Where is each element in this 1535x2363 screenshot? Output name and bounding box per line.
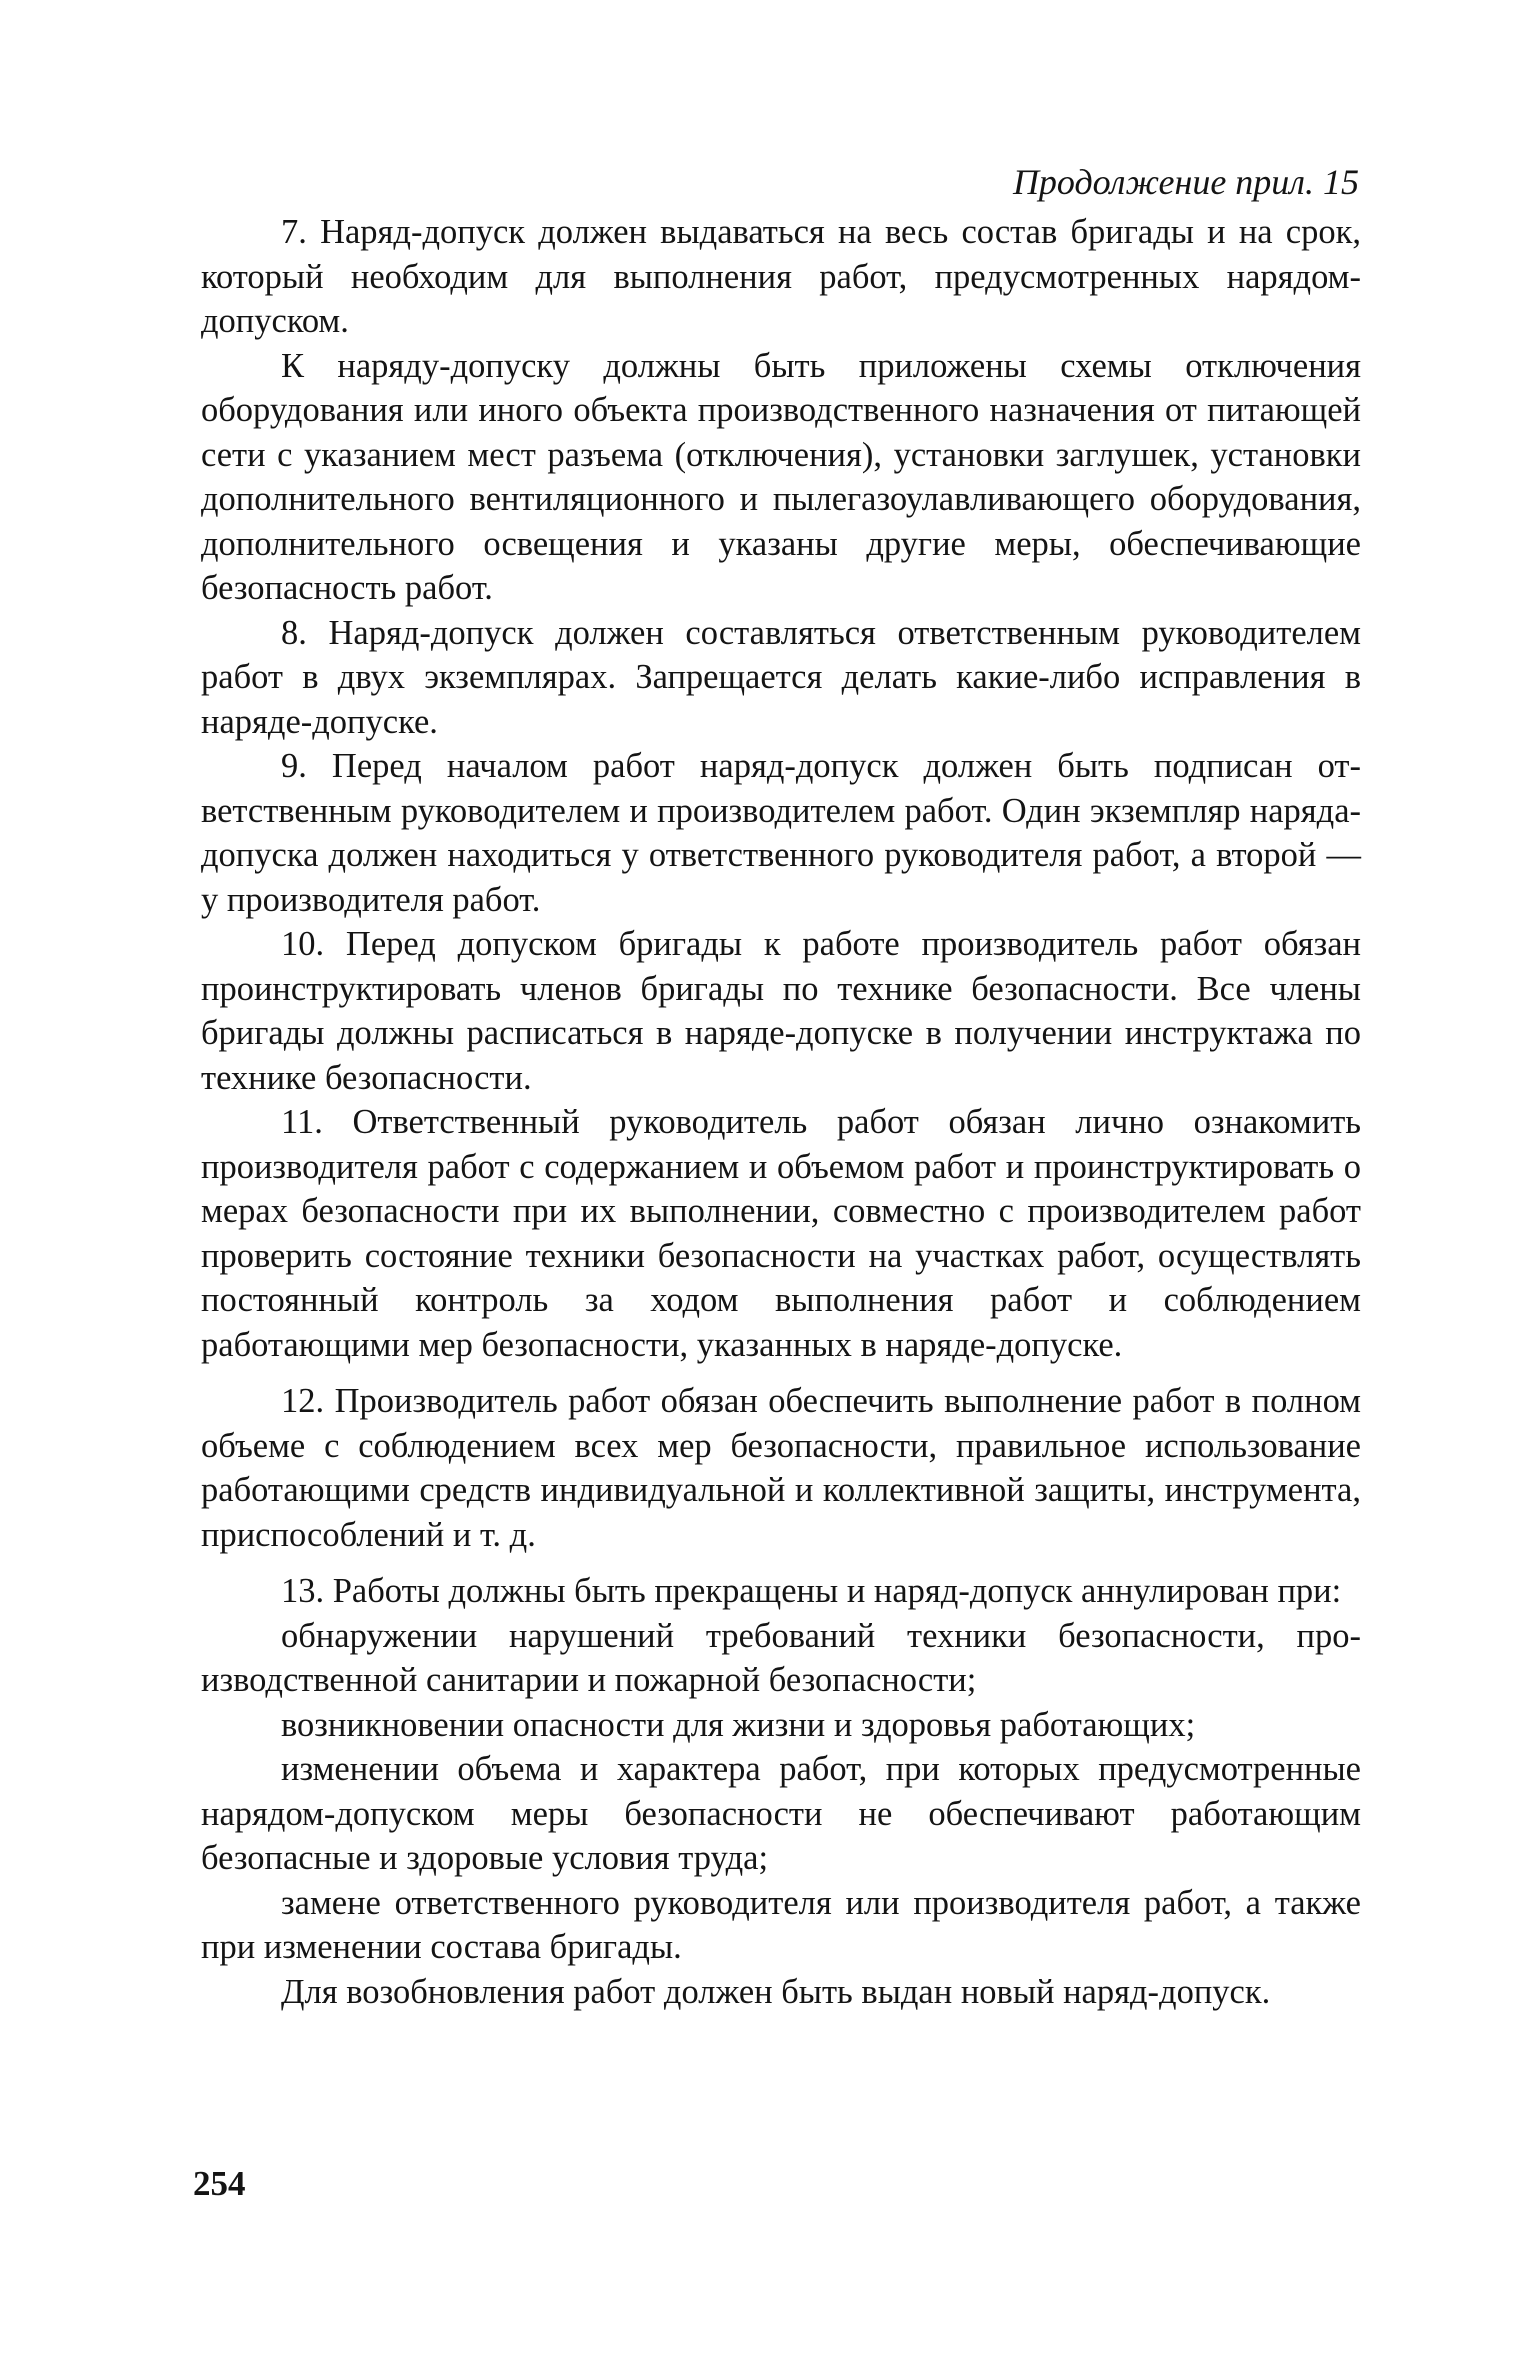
paragraph-resumption: Для возобновления работ должен быть выдан новый наряд-допуск. bbox=[281, 1972, 1271, 2011]
page-number: 254 bbox=[193, 2164, 246, 2203]
list-item-danger: возникновении опасности для жизни и здоровья работающих; bbox=[281, 1705, 1196, 1744]
list-item-violations: обнаружении нарушений требований техники безопасности, производственной санитарии и пожарной безопасности; bbox=[201, 1616, 1361, 1699]
running-head: Продолжение прил. 15 bbox=[1012, 162, 1359, 202]
list-item-scope-change: изменении объема и характера работ, при которых предусмотренные нарядом-допуском меры безопасности не обеспечивают работающим безопасные и здоровые условия труда; bbox=[201, 1750, 1361, 1877]
paragraph-11: 11. Ответственный руководитель работ обязан лично ознакомить производителя работ с содержанием и объемом работ и проинструктировать о мерах безопасности при их выполнении, совместно с производителем работ проверить состояние техники безопасности на участках работ, осуществлять постоянный контроль за ходом выполнения работ и соблюдением работающими мер безопасности, указанных в наряде-допуске. bbox=[201, 1103, 1361, 1364]
paragraph-7: 7. Наряд-допуск должен выдаваться на весь состав бригады и на срок, который необходим для выполнения работ, предусмотренных нарядом-допуском. bbox=[201, 213, 1361, 340]
paragraph-13: 13. Работы должны быть прекращены и наряд-допуск аннулирован при: bbox=[281, 1572, 1342, 1610]
paragraph-7-attachments: К наряду-допуску должны быть приложены схемы отключения оборудования или иного объекта производственного назначения от питающей сети с указанием мест разъема (отключения), установки заглушек, установки дополнительного вентиляционного и пылегазоулавливающего оборудования, дополнительного освещения и указаны другие меры, обеспечивающие безопасность работ. bbox=[201, 346, 1361, 607]
paragraph-10: 10. Перед допуском бригады к работе производитель работ обязан проинструктировать членов бригады по технике безопасности. Все члены бригады должны расписаться в наряде-допуске в получении инструктажа по технике безопасности. bbox=[201, 925, 1361, 1097]
document-page bbox=[201, 160, 1361, 2014]
paragraph-9: 9. Перед началом работ наряд-допуск должен быть подписан ответственным руководителем и производителем работ. Один экземпляр наряда-допуска должен находиться у ответственного руководителя работ, а второй — у производителя работ. bbox=[201, 747, 1361, 919]
paragraph-12: 12. Производитель работ обязан обеспечить выполнение работ в полном объеме с соблюдением всех мер безопасности, правильное использование работающими средств индивидуальной и коллективной защиты, инструмента, приспособлений и т. д. bbox=[201, 1382, 1361, 1554]
list-item-replacement: замене ответственного руководителя или производителя работ, а также при изменении состава бригады. bbox=[201, 1883, 1361, 1966]
paragraph-8: 8. Наряд-допуск должен составляться ответственным руководителем работ в двух экземплярах. Запрещается делать какие-либо исправления в наряде-допуске. bbox=[201, 613, 1361, 741]
